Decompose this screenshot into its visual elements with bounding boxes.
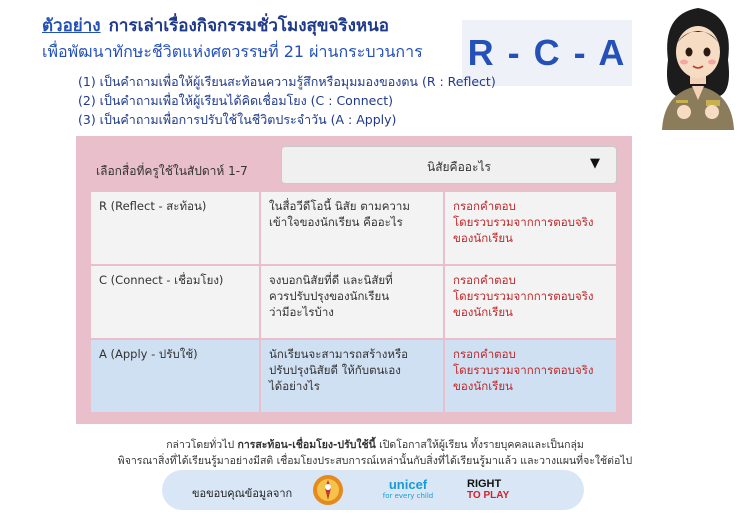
table-row (91, 192, 616, 264)
question-item: (2) เป็นคำถามเพื่อให้ผู้เรียนได้คิดเชื่อมโยง (C : Connect) (78, 93, 394, 108)
rtp-line-2: TO PLAY (467, 490, 510, 501)
credits-bar (162, 470, 584, 510)
media-select-label: เลือกสื่อที่ครูใช้ในสัปดาห์ 1-7 (96, 164, 248, 178)
question-item: (1) เป็นคำถามเพื่อให้ผู้เรียนสะท้อนความรู้สึกหรือมุมมองของตน (R : Reflect) (78, 74, 496, 89)
question-cell (261, 192, 443, 264)
cell-line: จงบอกนิสัยที่ดี และนิสัยที่ (269, 273, 393, 287)
footer-text-pre: กล่าวโดยทั่วไป (166, 439, 238, 451)
unicef-logo (378, 478, 438, 501)
question-item: (3) เป็นคำถามเพื่อการปรับใช้ในชีวิตประจำวัน (A : Apply) (78, 112, 397, 127)
right-to-play-logo (467, 478, 509, 502)
cell-line: โดยรวบรวมจากการตอบจริง (453, 215, 594, 229)
cell-line: โดยรวบรวมจากการตอบจริง (453, 363, 594, 377)
footer-text-bold: การสะท้อน-เชื่อมโยง-ปรับใช้นี้ (237, 439, 376, 451)
teacher-avatar-illustration (648, 0, 748, 130)
rtp-line-1: RIGHT (467, 478, 502, 490)
question-list (78, 72, 496, 129)
example-label: ตัวอย่าง (42, 16, 101, 36)
cell-line: โดยรวบรวมจากการตอบจริง (453, 289, 594, 303)
cell-line: ของนักเรียน (453, 379, 513, 393)
cell-line: เข้าใจของนักเรียน คืออะไร (269, 215, 403, 229)
answer-cell[interactable] (445, 192, 616, 264)
footer-summary-line-1 (0, 436, 750, 453)
step-cell: R (Reflect - สะท้อน) (91, 192, 259, 264)
cell-line: นักเรียนจะสามารถสร้างหรือ (269, 347, 409, 361)
cell-line: ควรปรับปรุงของนักเรียน (269, 289, 390, 303)
cell-line: ของนักเรียน (453, 231, 513, 245)
footer-text-post: เปิดโอกาสให้ผู้เรียน ทั้งรายบุคคลและเป็นกลุ่ม (375, 439, 584, 451)
answer-cell[interactable] (445, 340, 616, 412)
cell-line: กรอกคำตอบ (453, 199, 516, 213)
cell-line: ปรับปรุงนิสัยดี ให้กับตนเอง (269, 363, 401, 377)
cell-line: ได้อย่างไร (269, 379, 320, 393)
page-subtitle: เพื่อพัฒนาทักษะชีวิตแห่งศตวรรษที่ 21 ผ่านกระบวนการ (42, 42, 423, 61)
media-select-value: นิสัยคืออะไร (427, 160, 491, 174)
question-cell (261, 340, 443, 412)
page-title (42, 12, 389, 39)
cell-line: ของนักเรียน (453, 305, 513, 319)
cell-line: ว่ามีอะไรบ้าง (269, 305, 334, 319)
title-text: การเล่าเรื่องกิจกรรมชั่วโมงสุขจริงหนอ (108, 16, 389, 36)
ministry-seal-logo (312, 474, 344, 506)
unicef-tagline: for every child (382, 492, 434, 500)
step-cell: A (Apply - ปรับใช้) (91, 340, 259, 412)
table-row (91, 266, 616, 338)
answer-cell[interactable] (445, 266, 616, 338)
media-select[interactable] (281, 146, 617, 184)
credits-label: ขอขอบคุณข้อมูลจาก (192, 487, 293, 500)
step-cell: C (Connect - เชื่อมโยง) (91, 266, 259, 338)
unicef-name: unicef (388, 477, 428, 492)
rca-table (89, 190, 618, 414)
rca-text: R - C - A (467, 32, 627, 73)
cell-line: ในสื่อวีดีโอนี้ นิสัย ตามความ (269, 199, 410, 213)
cell-line: กรอกคำตอบ (453, 347, 516, 361)
question-cell (261, 266, 443, 338)
table-row (91, 340, 616, 412)
dropdown-arrow-icon[interactable]: ▼ (590, 156, 600, 171)
cell-line: กรอกคำตอบ (453, 273, 516, 287)
footer-summary-line-2: พิจารณาสิ่งที่ได้เรียนรู้มาอย่างมีสติ เชื่อมโยงประสบการณ์เหล่านั้นกับสิ่งที่ได้เรียนรู้มาแล้ว และวางแผนที่จะใช้ต่อไป (117, 455, 633, 467)
